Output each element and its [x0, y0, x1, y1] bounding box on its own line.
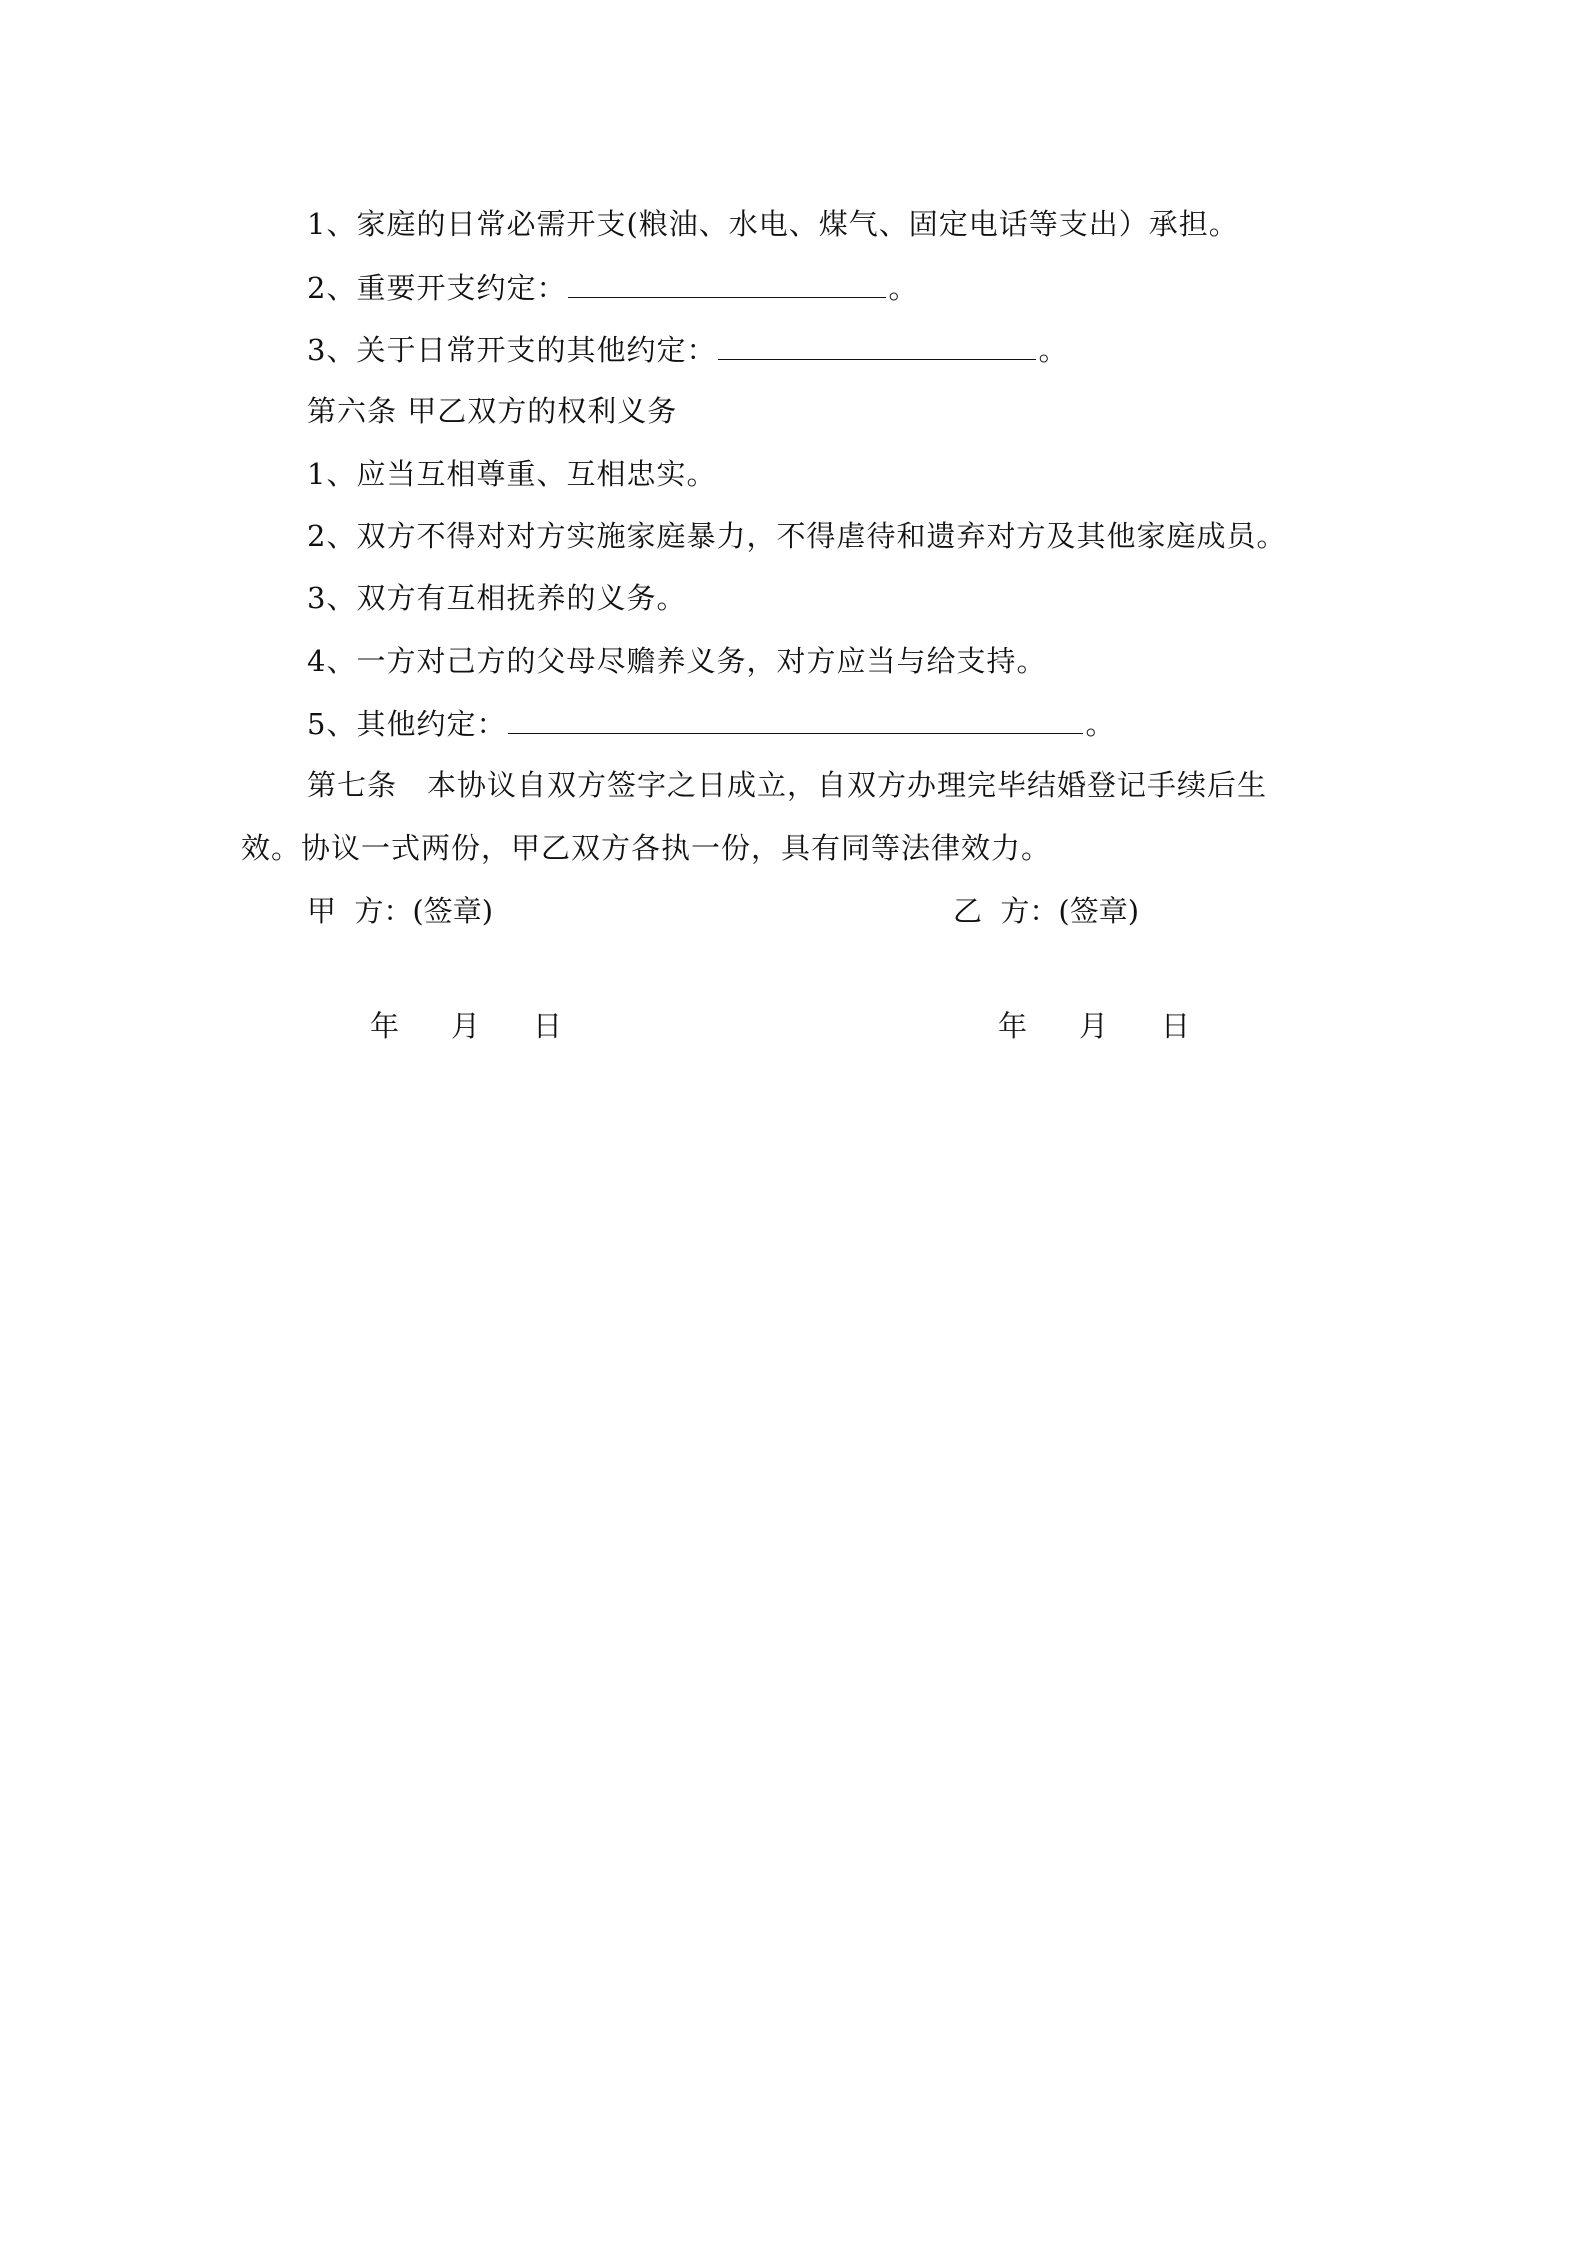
article-7-line-1-text: 第七条 本协议自双方签字之日成立，自双方办理完毕结婚登记手续后生: [307, 768, 1268, 802]
party-a-date-month: 月: [451, 1009, 481, 1043]
article-6-item-2: [307, 516, 1286, 556]
article-6-item-2-text: 2、双方不得对对方实施家庭暴力，不得虐待和遗弃对方及其他家庭成员。: [307, 519, 1287, 553]
article-6-heading: [307, 391, 677, 431]
article-6-item-5: [307, 703, 1115, 744]
party-a-signature-label: 甲 方：(签章): [307, 894, 494, 928]
expense-item-3-blank[interactable]: [718, 329, 1036, 360]
article-6-item-1-text: 1、应当互相尊重、互相忠实。: [307, 457, 717, 491]
expense-item-1-text: 1、家庭的日常必需开支(粮油、水电、煤气、固定电话等支出）承担。: [307, 207, 1239, 241]
party-b-date-year: 年: [998, 1009, 1028, 1043]
expense-item-1: [307, 204, 1239, 244]
expense-item-2-label: 2、重要开支约定：: [307, 271, 567, 305]
party-a-date-year: 年: [370, 1009, 400, 1043]
party-a-date-day: 日: [533, 1009, 563, 1043]
article-6-item-4: [307, 641, 1046, 681]
expense-item-2-end: 。: [888, 271, 919, 305]
article-7-line-2-text: 效。协议一式两份，甲乙双方各执一份，具有同等法律效力。: [241, 831, 1052, 865]
expense-item-3: [307, 329, 1068, 370]
party-b-date-month: 月: [1079, 1009, 1109, 1043]
party-a-signature: [307, 891, 493, 931]
party-b-signature-label: 乙 方：(签章): [953, 894, 1140, 928]
expense-item-2-blank[interactable]: [568, 267, 886, 298]
article-6-item-5-blank[interactable]: [508, 703, 1083, 734]
article-6-item-4-text: 4、一方对己方的父母尽赡养义务，对方应当与给支持。: [307, 644, 1047, 678]
article-6-heading-text: 第六条 甲乙双方的权利义务: [307, 394, 678, 428]
article-6-item-5-label: 5、其他约定：: [307, 707, 507, 741]
article-7-line-2: [241, 828, 1051, 868]
article-6-item-3: [307, 578, 686, 618]
expense-item-2: [307, 267, 918, 308]
article-7-line-1: [307, 765, 1267, 805]
article-6-item-5-end: 。: [1085, 707, 1116, 741]
party-b-date-day: 日: [1161, 1009, 1191, 1043]
expense-item-3-end: 。: [1038, 333, 1069, 367]
article-6-item-1: [307, 454, 716, 494]
article-6-item-3-text: 3、双方有互相抚养的义务。: [307, 581, 687, 615]
expense-item-3-label: 3、关于日常开支的其他约定：: [307, 333, 717, 367]
party-b-signature: [953, 891, 1139, 931]
